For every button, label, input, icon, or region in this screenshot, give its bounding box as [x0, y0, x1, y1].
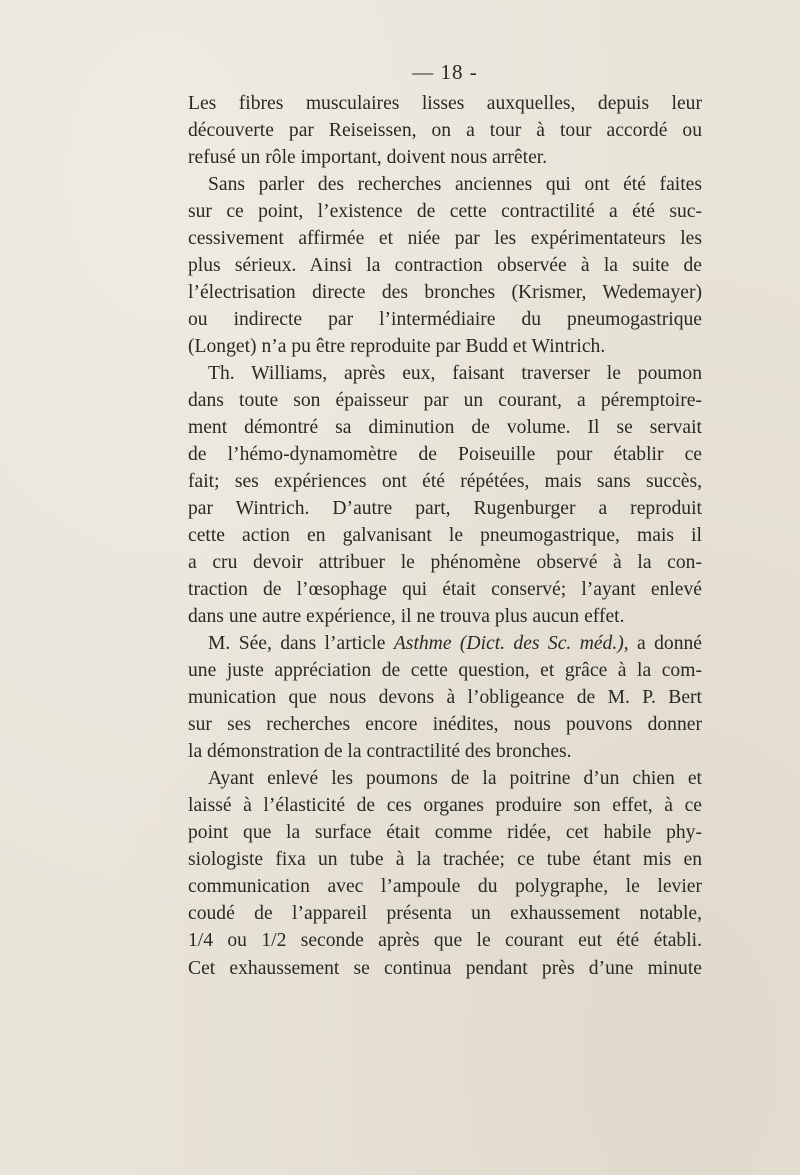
text-line: Les fibres musculaires lisses auxquelles, depuis leur: [188, 93, 702, 114]
text-line: refusé un rôle important, doivent nous arrêter.: [188, 147, 548, 169]
text-line: communication avec l’ampoule du polygraphe, le levier: [188, 876, 702, 898]
text-line: une juste appréciation de cette question, et grâce à la com-: [188, 660, 702, 682]
text-line: par Wintrich. D’autre part, Rugenburger a reproduit: [188, 498, 702, 520]
text-line: siologiste fixa un tube à la trachée; ce tube étant mis en: [188, 849, 702, 871]
text-line: cessivement affirmée et niée par les expérimentateurs les: [188, 228, 702, 250]
text-line: point que la surface était comme ridée, cet habile phy-: [188, 822, 702, 844]
text-line: Th. Williams, après eux, faisant traverser le poumon: [208, 363, 702, 385]
text-line: dans une autre expérience, il ne trouva plus aucun effet.: [188, 606, 625, 628]
citation-italic: Asthme (Dict. des Sc. méd.): [393, 633, 624, 655]
text-line: laissé à l’élasticité de ces organes produire son effet, à ce: [188, 795, 702, 817]
text-segment: M. Sée, dans l’article: [208, 633, 394, 655]
text-line: coudé de l’appareil présenta un exhaussement notable,: [188, 903, 702, 925]
text-line: Ayant enlevé les poumons de la poitrine d’un chien et: [208, 768, 702, 790]
text-line: fait; ses expériences ont été répétées, mais sans succès,: [188, 471, 702, 493]
text-line: cette action en galvanisant le pneumogastrique, mais il: [188, 525, 702, 547]
text-line: traction de l’œsophage qui était conservé; l’ayant enlevé: [188, 579, 702, 601]
text-line: découverte par Reiseissen, on a tour à tour accordé ou: [188, 120, 702, 142]
text-line: munication que nous devons à l’obligeance de M. P. Bert: [188, 687, 702, 709]
text-line: Sans parler des recherches anciennes qui ont été faites: [208, 174, 702, 196]
text-line: dans toute son épaisseur par un courant, a péremptoire-: [188, 390, 702, 412]
text-line: de l’hémo-dynamomètre de Poiseuille pour établir ce: [188, 444, 702, 466]
text-line: sur ses recherches encore inédites, nous pouvons donner: [188, 714, 702, 736]
text-line: ment démontré sa diminution de volume. Il se servait: [188, 417, 702, 439]
text-line: a cru devoir attribuer le phénomène observé à la con-: [188, 552, 702, 574]
text-line: plus sérieux. Ainsi la contraction observée à la suite de: [188, 255, 702, 277]
text-line: la démonstration de la contractilité des bronches.: [188, 741, 572, 763]
page-number: — 18 -: [412, 60, 478, 84]
text-line: ou indirecte par l’intermédiaire du pneumogastrique: [188, 309, 702, 331]
text-line: (Longet) n’a pu être reproduite par Budd et Wintrich.: [188, 336, 606, 358]
body-text: [188, 90, 702, 982]
text-line: sur ce point, l’existence de cette contractilité a été suc-: [188, 201, 702, 223]
text-line: [188, 630, 702, 657]
text-segment: , a donné: [623, 633, 702, 655]
text-line: l’électrisation directe des bronches (Krismer, Wedemayer): [188, 282, 702, 304]
text-line: 1/4 ou 1/2 seconde après que le courant eut été établi.: [188, 930, 702, 952]
text-line: Cet exhaussement se continua pendant près d’une minute: [188, 957, 702, 979]
